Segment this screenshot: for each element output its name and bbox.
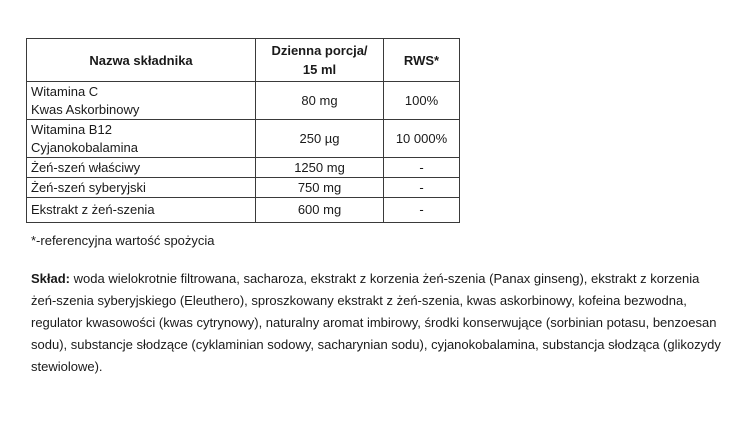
composition-label: Skład: [31, 271, 71, 286]
header-daily-dose [256, 39, 384, 82]
table-row [27, 178, 460, 198]
rws-footnote: *-referencyjna wartość spożycia [31, 233, 215, 248]
ingredient-name: Żeń-szeń właściwy [27, 158, 256, 178]
ingredient-rws: 100% [384, 82, 460, 120]
composition-text: woda wielokrotnie filtrowana, sacharoza, ekstrakt z korzenia żeń-szenia (Panax ginseng), ekstrakt z korzenia żeń-szenia syberyjskiego (Eleuthero), sproszkowany ekstrakt z żeń-szenia, kwas askorbinowy, kofeina bezwodna, regulator kwasowości (kwas cytrynowy), naturalny aromat imbirowy, środki konserwujące (sorbinian potasu, benzoesan sodu), substancje słodzące (cyklaminian sodowy, sacharynian sodu), cyjanokobalamina, substancja słodząca (glikozydy stewiolowe). [31, 271, 721, 374]
ingredient-name-line1: Witamina B12 [31, 121, 112, 137]
composition-paragraph [31, 268, 721, 378]
table-row [27, 158, 460, 178]
ingredient-rws: - [384, 198, 460, 223]
table-row [27, 198, 460, 223]
table-row [27, 82, 460, 120]
table-row [27, 120, 460, 158]
ingredient-name-line2: Cyjanokobalamina [31, 139, 138, 155]
ingredient-dose: 80 mg [256, 82, 384, 120]
ingredient-name: Żeń-szeń syberyjski [27, 178, 256, 198]
header-daily-dose-line1: Dzienna porcja/ [271, 43, 368, 58]
ingredient-dose: 750 mg [256, 178, 384, 198]
ingredient-rws: 10 000% [384, 120, 460, 158]
ingredient-rws: - [384, 158, 460, 178]
ingredient-name [27, 120, 256, 158]
header-ingredient-name: Nazwa składnika [27, 39, 256, 82]
header-daily-dose-line2: 15 ml [302, 62, 337, 77]
ingredient-dose: 1250 mg [256, 158, 384, 178]
nutrition-table [26, 38, 460, 223]
ingredient-name-line1: Witamina C [31, 83, 99, 99]
ingredient-name [27, 82, 256, 120]
ingredient-dose: 600 mg [256, 198, 384, 223]
ingredient-rws: - [384, 178, 460, 198]
ingredient-name-line2: Kwas Askorbinowy [31, 101, 140, 117]
ingredient-dose: 250 µg [256, 120, 384, 158]
ingredient-name: Ekstrakt z żeń-szenia [27, 198, 256, 223]
table-header-row [27, 39, 460, 82]
header-rws: RWS* [384, 39, 460, 82]
